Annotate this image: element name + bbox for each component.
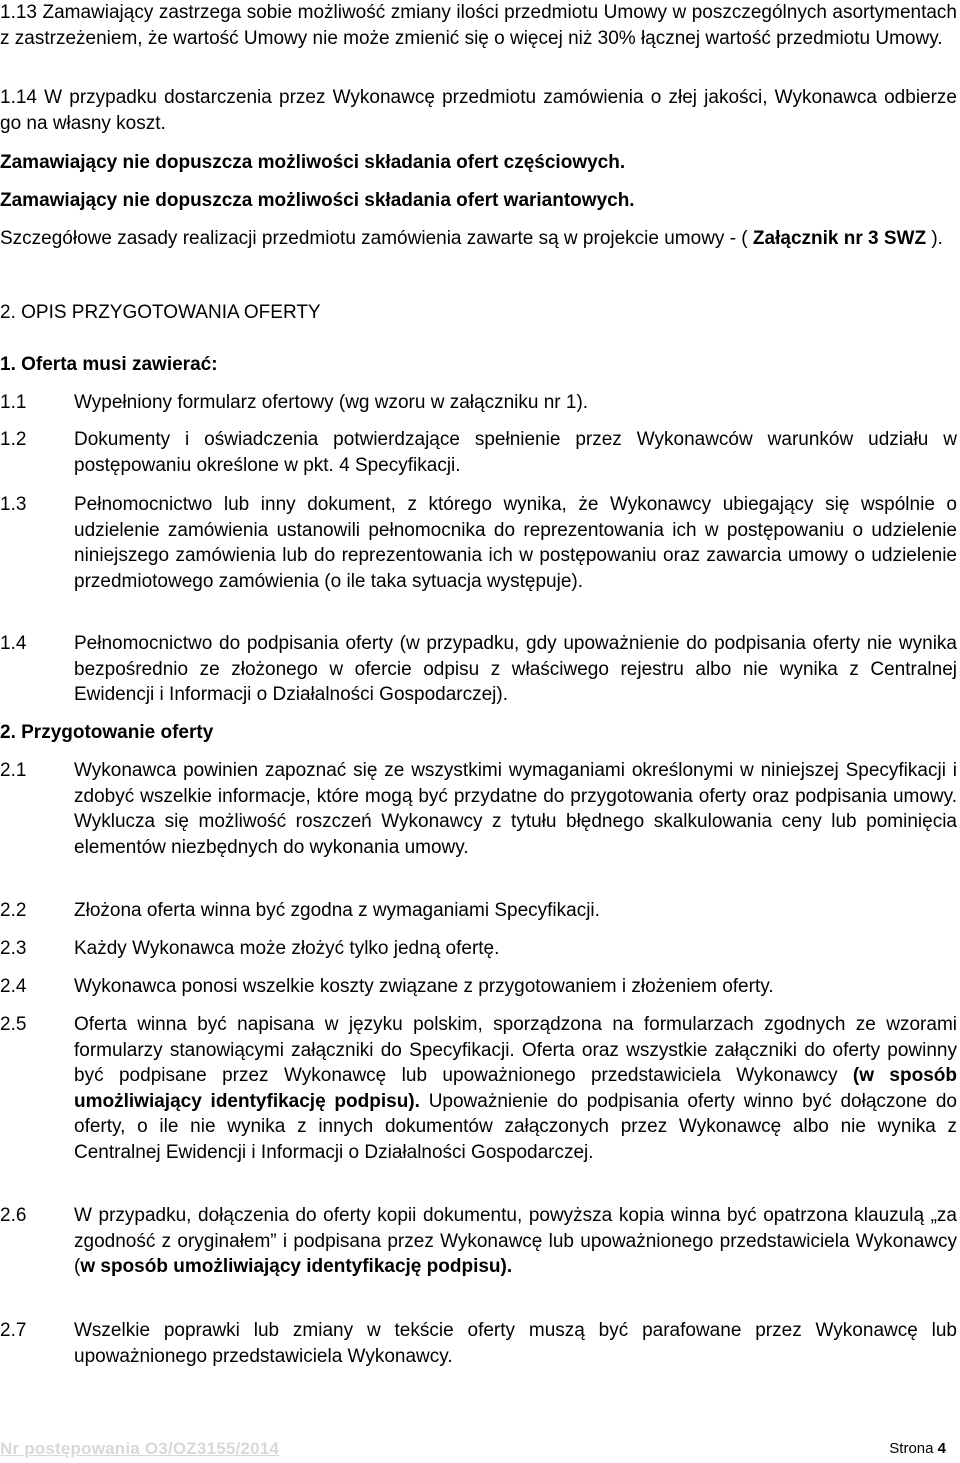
item-text: Wykonawca powinien zapoznać się ze wszystkimi wymaganiami określonymi w niniejszej Specyfikacji i zdobyć wszelkie informacje, które mogą być przydatne do przygotowania oferty oraz podpisania umowy. Wyklucza się możliwość roszczeń Wykonawcy z tytułu błędnego skalkulowania ceny lub pominięcia elementów niezbędnych do wykonania umowy. — [74, 760, 957, 858]
item-number: 2.1 — [0, 760, 27, 781]
details-text-post: ). — [931, 228, 943, 249]
list-item-1-1 — [0, 390, 957, 416]
item-text: Pełnomocnictwo lub inny dokument, z którego wynika, że Wykonawcy ubiegający się wspólnie o udzielenie zamówienia ustanowili pełnomocnika do reprezentowania ich w postępowaniu o udzielenie niniejszego zamówienia lub do reprezentowania ich w postępowaniu oraz zawarcia umowy o udzielenie przedmiotowego zamówienia (o ile taka sytuacja występuje). — [74, 494, 957, 592]
item-text: Wykonawca ponosi wszelkie koszty związane z przygotowaniem i złożeniem oferty. — [74, 976, 774, 997]
item-number: 2.6 — [0, 1205, 27, 1226]
list-item-2-7 — [0, 1318, 957, 1369]
list-item-1-3 — [0, 492, 957, 594]
subsection-2-heading: 2. Przygotowanie oferty — [0, 722, 214, 743]
item-text — [74, 1203, 957, 1280]
list-item-2-6 — [0, 1203, 957, 1280]
item-number: 1.2 — [0, 429, 27, 450]
page-number: 4 — [937, 1440, 946, 1457]
item-number: 1.1 — [0, 392, 27, 413]
item-text: Wypełniony formularz ofertowy (wg wzoru w załączniku nr 1). — [74, 392, 589, 413]
item-number: 1.3 — [0, 494, 27, 515]
list-item-2-1 — [0, 758, 957, 860]
list-item-2-2 — [0, 898, 957, 924]
item-number: 2.3 — [0, 938, 27, 959]
section-2-heading: 2. OPIS PRZYGOTOWANIA OFERTY — [0, 302, 321, 323]
no-partial-offers-notice: Zamawiający nie dopuszcza możliwości składania ofert częściowych. — [0, 152, 626, 173]
signature-identification-note: (w sposób umożliwiający identyfikację podpisu). — [74, 1065, 957, 1112]
item-number: 2.4 — [0, 976, 27, 997]
no-variant-offers-notice: Zamawiający nie dopuszcza możliwości składania ofert wariantowych. — [0, 190, 635, 211]
item-text: Złożona oferta winna być zgodna z wymaganiami Specyfikacji. — [74, 900, 600, 921]
list-item-1-2 — [0, 427, 957, 478]
page-label: Strona — [889, 1440, 934, 1457]
list-item-2-5 — [0, 1012, 957, 1165]
page-number-footer — [889, 1436, 946, 1462]
item-text: Pełnomocnictwo do podpisania oferty (w przypadku, gdy upoważnienie do podpisania oferty nie wynika bezpośrednio ze złożonego w ofercie odpisu z właściwego rejestru albo nie wynika z Centralnej Ewidencji i Informacji o Działalności Gospodarczej). — [74, 633, 957, 705]
item-text: Wszelkie poprawki lub zmiany w tekście oferty muszą być parafowane przez Wykonawcę lub upoważnionego przedstawiciela Wykonawcy. — [74, 1320, 957, 1367]
subsection-1-heading: 1. Oferta musi zawierać: — [0, 354, 218, 375]
item-number: 1.4 — [0, 633, 27, 654]
implementation-details-paragraph — [0, 226, 957, 252]
item-number: 2.5 — [0, 1014, 27, 1035]
list-item-1-4 — [0, 631, 957, 708]
item-number: 2.2 — [0, 900, 27, 921]
item-text: Dokumenty i oświadczenia potwierdzające spełnienie przez Wykonawców warunków udziału w postępowaniu określone w pkt. 4 Specyfikacji. — [74, 429, 957, 476]
attachment-3-reference: Załącznik nr 3 SWZ — [752, 228, 927, 249]
item-number: 2.7 — [0, 1320, 27, 1341]
signature-identification-note: w sposób umożliwiający identyfikację podpisu). — [80, 1256, 513, 1277]
procedure-number-footer: Nr postępowania O3/OZ3155/2014 — [0, 1439, 280, 1458]
item-text: Każdy Wykonawca może złożyć tylko jedną ofertę. — [74, 938, 500, 959]
details-text-pre: Szczegółowe zasady realizacji przedmiotu zamówienia zawarte są w projekcie umowy - ( — [0, 228, 748, 249]
paragraph-1-13: 1.13 Zamawiający zastrzega sobie możliwość zmiany ilości przedmiotu Umowy w poszczególnych asortymentach z zastrzeżeniem, że wartość Umowy nie może zmienić się o więcej niż 30% łącznej wartość przedmiotu Umowy. — [0, 2, 957, 49]
item-text — [74, 1012, 957, 1165]
item-text-part-a: Oferta winna być napisana w języku polskim, sporządzona na formularzach zgodnych ze wzorami formularzy stanowiącymi załączniki do Specyfikacji. Oferta oraz wszystkie załączniki do oferty powinny być podpisane przez Wykonawcę lub upoważnionego przedstawiciela Wykonawcy — [74, 1014, 957, 1086]
item-text-part-b: Upoważnienie do podpisania oferty winno być dołączone do oferty, o ile nie wynika z innych dokumentów załączonych przez Wykonawcę albo nie wynika z Centralnej Ewidencji i Informacji o Działalności Gospodarczej. — [74, 1090, 957, 1163]
paragraph-1-14: 1.14 W przypadku dostarczenia przez Wykonawcę przedmiotu zamówienia o złej jakości, Wykonawca odbierze go na własny koszt. — [0, 87, 957, 134]
item-text-part-a: W przypadku, dołączenia do oferty kopii dokumentu, powyższa kopia winna być opatrzona klauzulą „za zgodność z oryginałem” i podpisana przez Wykonawcę lub upoważnionego przedstawiciela Wykonawcy ( — [74, 1205, 957, 1277]
list-item-2-3 — [0, 936, 957, 962]
list-item-2-4 — [0, 974, 957, 1000]
